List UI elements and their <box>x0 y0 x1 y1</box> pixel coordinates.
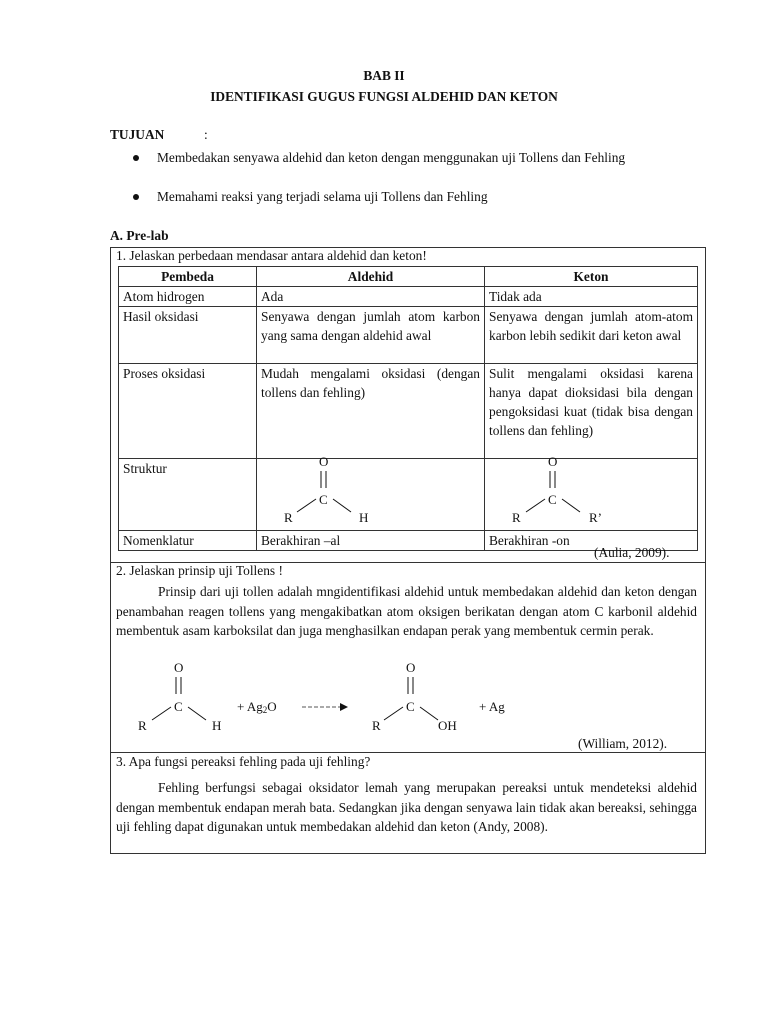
tujuan-colon: : <box>204 127 208 142</box>
header-aldehid: Aldehid <box>257 267 485 287</box>
header-pembeda: Pembeda <box>119 267 257 287</box>
cell: Hasil oksidasi <box>119 307 257 364</box>
cell: Senyawa dengan jumlah atom karbon yang sama dengan aldehid awal <box>257 307 485 364</box>
atom-oh: OH <box>438 718 457 733</box>
q3-question: 3. Apa fungsi pereaksi fehling pada uji fehling? <box>116 754 371 769</box>
atom-c: C <box>319 492 328 507</box>
aldehyde-structure <box>284 454 368 525</box>
prelab-heading: A. Pre-lab <box>110 228 169 243</box>
atom-c: C <box>174 699 183 714</box>
atom-h: H <box>359 510 369 525</box>
cell: Berakhiran -on <box>485 531 698 551</box>
atom-o: O <box>319 454 329 469</box>
tujuan-label: TUJUAN <box>110 127 165 142</box>
cell: Sulit mengalami oksidasi karena hanya dapat dioksidasi bila dengan pengoksidasi kuat (tidak bisa dengan tollens dan fehling) <box>485 364 698 459</box>
header-keton: Keton <box>485 267 698 287</box>
chapter-label: BAB II <box>363 68 405 83</box>
q3-answer: Fehling berfungsi sebagai oksidator lemah yang merupakan pereaksi untuk mendeteksi aldehid dengan membentuk endapan merah bata. Sedangkan jika dengan senyawa lain tidak akan bereaksi, sehingga uji fehling dapat digunakan untuk membedakan aldehid dan keton (Andy, 2008). <box>116 780 697 834</box>
chapter-title: IDENTIFIKASI GUGUS FUNGSI ALDEHID DAN KETON <box>210 89 558 104</box>
cell: Nomenklatur <box>119 531 257 551</box>
cell: Tidak ada <box>485 287 698 307</box>
q2-citation: (William, 2012). <box>578 736 668 751</box>
byproduct-ag: + Ag <box>479 699 505 714</box>
reagent-ag2o: + Ag2O <box>237 699 277 715</box>
atom-o: O <box>406 660 416 675</box>
cell: Proses oksidasi <box>119 364 257 459</box>
q2-question: 2. Jelaskan prinsip uji Tollens ! <box>116 563 283 578</box>
cell: Senyawa dengan jumlah atom-atom karbon lebih sedikit dari keton awal <box>485 307 698 364</box>
q2-answer: Prinsip dari uji tollen adalah mngidentifikasi aldehid untuk membedakan aldehid dan keton dengan penambahan reagen tollens yang mengakibatkan atom oksigen berikatan dengan atom C karbonil aldehid membentuk asam karboksilat dan juga menghasilkan endapan perak yang membentuk cermin perak. <box>116 584 697 638</box>
atom-r: R <box>512 510 521 525</box>
q1-citation: (Aulia, 2009). <box>594 545 670 560</box>
q1-question: 1. Jelaskan perbedaan mendasar antara aldehid dan keton! <box>116 248 427 263</box>
tujuan-item-2: Memahami reaksi yang terjadi selama uji Tollens dan Fehling <box>157 189 488 204</box>
arrow-head-icon <box>340 703 348 711</box>
atom-r: R <box>138 718 147 733</box>
tollens-reaction <box>138 660 505 733</box>
atom-r: R <box>284 510 293 525</box>
atom-r-prime: R’ <box>589 510 602 525</box>
cell: Struktur <box>119 459 257 531</box>
atom-r: R <box>372 718 381 733</box>
atom-o: O <box>548 454 558 469</box>
atom-c: C <box>548 492 557 507</box>
atom-c: C <box>406 699 415 714</box>
cell: Berakhiran –al <box>257 531 485 551</box>
cell: Mudah mengalami oksidasi (dengan tollens dan fehling) <box>257 364 485 459</box>
ketone-structure <box>512 454 602 525</box>
cell: Ada <box>257 287 485 307</box>
cell: Atom hidrogen <box>119 287 257 307</box>
atom-o: O <box>174 660 184 675</box>
tujuan-item-1: Membedakan senyawa aldehid dan keton dengan menggunakan uji Tollens dan Fehling <box>157 150 626 165</box>
atom-h: H <box>212 718 222 733</box>
